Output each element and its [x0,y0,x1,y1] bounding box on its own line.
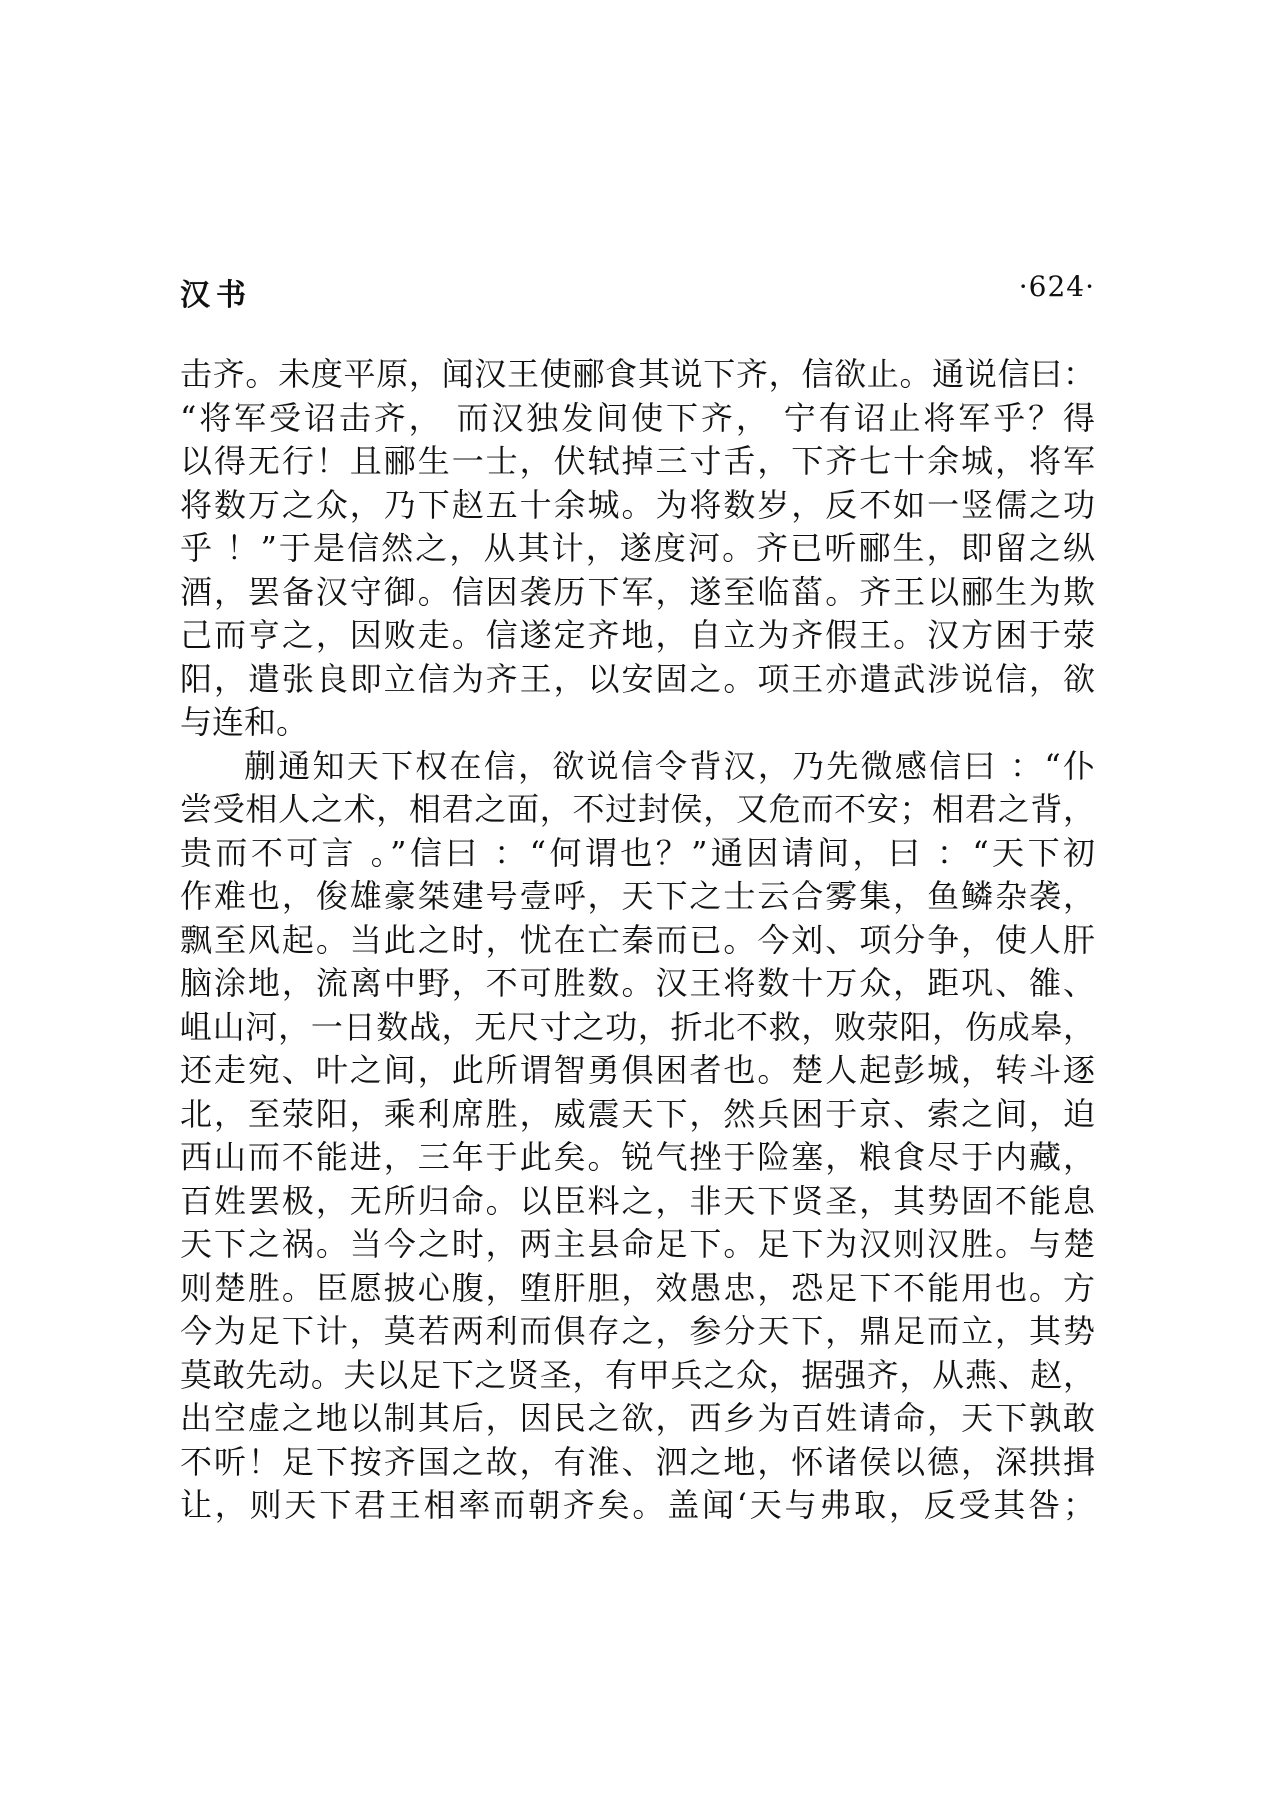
text-line: 则楚胜。臣愿披心腹，堕肝胆，效愚忠，恐足下不能用也。方 [180,1268,1095,1307]
text-line: 酒，罢备汉守御。信因袭历下军，遂至临菑。齐王以郦生为欺 [180,572,1095,611]
text-line: 己而亨之，因败走。信遂定齐地，自立为齐假王。汉方困于荥 [180,616,1095,654]
text-line: “将军受诏击齐， 而汉独发间使下齐， 宁有诏止将军乎？得 [180,398,1095,437]
body-text [180,353,1095,1528]
page-number: ·624· [1018,270,1095,303]
text-line: 作难也，俊雄豪桀建号壹呼，天下之士云合雾集，鱼鳞杂袭， [180,877,1095,915]
page-header [180,270,1095,320]
text-line: 天下之祸。当今之时，两主县命足下。足下为汉则汉胜。与楚 [180,1225,1095,1263]
text-line: 出空虚之地以制其后，因民之欲，西乡为百姓请命，天下孰敢 [180,1399,1095,1437]
text-line: 乎 ！”于是信然之，从其计，遂度河。齐已听郦生，即留之纵 [180,529,1095,567]
text-line: 岨山河，一日数战，无尺寸之功，折北不救，败荥阳，伤成皋， [180,1007,1095,1046]
text-line: 还走宛、叶之间，此所谓智勇俱困者也。楚人起彭城，转斗逐 [180,1051,1095,1089]
paragraph-end-line: 与连和。 [180,703,309,741]
text-line: 不听！足下按齐国之故，有淮、泗之地，怀诸侯以德，深拱揖 [180,1442,1095,1481]
text-line: 今为足下计，莫若两利而俱存之，参分天下，鼎足而立，其势 [180,1312,1095,1350]
text-line: 尝受相人之术，相君之面，不过封侯，又危而不安；相君之背， [180,790,1095,828]
text-line: 莫敢先动。夫以足下之贤圣，有甲兵之众，据强齐，从燕、赵， [180,1355,1095,1394]
text-line: 将数万之众，乃下赵五十余城。为将数岁，反不如一竖儒之功 [180,485,1095,524]
text-line: 让，则天下君王相率而朝齐矣。盖闻‘天与弗取，反受其咎； [180,1486,1095,1524]
text-line: 贵而不可言 。”信曰 ：“何谓也？”通因请间，曰 ：“天下初 [180,833,1095,872]
text-line: 飘至风起。当此之时，忧在亡秦而已。今刘、项分争，使人肝 [180,920,1095,959]
text-line: 北，至荥阳，乘利席胜，威震天下，然兵困于京、索之间，迫 [180,1094,1095,1133]
text-line: 西山而不能进，三年于此矣。锐气挫于险塞，粮食尽于内藏， [180,1138,1095,1176]
text-line: 脑涂地，流离中野，不可胜数。汉王将数十万众，距巩、雒、 [180,964,1095,1002]
text-line: 击齐。未度平原，闻汉王使郦食其说下齐，信欲止。通说信曰： [180,355,1095,393]
paragraph-start-line: 蒯通知天下权在信，欲说信令背汉，乃先微感信曰 ：“仆 [244,746,1095,785]
text-line: 阳，遣张良即立信为齐王，以安固之。项王亦遣武涉说信，欲 [180,659,1095,698]
text-line: 以得无行！且郦生一士，伏轼掉三寸舌，下齐七十余城，将军 [180,442,1095,480]
book-title: 汉书 [180,278,252,313]
text-line: 百姓罢极，无所归命。以臣料之，非天下贤圣，其势固不能息 [180,1181,1095,1220]
